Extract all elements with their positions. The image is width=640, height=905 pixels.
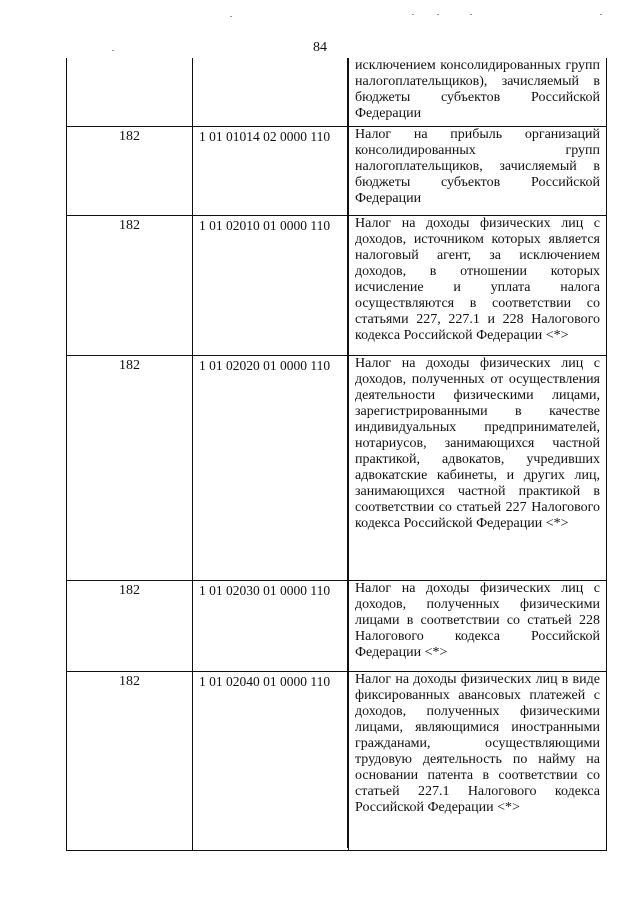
income-name-cell: Налог на прибыль организаций консолидированных групп налогоплательщиков, зачисляемый в бюджеты субъектов Российской Федерации [348,127,607,215]
income-name-cell: Налог на доходы физических лиц с доходов, полученных от осуществления деятельности физическими лицами, зарегистрированными в качестве индивидуальных предпринимателей, нотариусов, занимающихся частной практикой, адвокатов, учредивших адвокатские кабинеты, и других лиц, занимающихся частной практикой в соответствии со статьей 227 Налогового кодекса Российской Федерации <*> [348,356,607,580]
income-name-cell: Налог на доходы физических лиц с доходов, полученных физическими лицами в соответствии со статьей 228 Налогового кодекса Российской Федерации <*> [348,581,607,671]
table-row [66,58,607,127]
admin-code-cell [66,58,192,126]
income-name-cell: исключением консолидированных групп налогоплательщиков), зачисляемый в бюджеты субъектов Российской Федерации [348,58,607,126]
kbk-code-cell: 1 01 02010 01 0000 110 [192,216,348,355]
column-divider [347,58,348,848]
table-row [66,216,607,356]
kbk-code-cell [192,58,348,126]
table-row [66,581,607,672]
table-row [66,356,607,581]
kbk-code-cell: 1 01 01014 02 0000 110 [192,127,348,215]
income-name-cell: Налог на доходы физических лиц с доходов, источником которых является налоговый агент, за исключением доходов, в отношении которых исчисление и уплата налога осуществляются в соответствии со статьями 227, 227.1 и 228 Налогового кодекса Российской Федерации <*> [348,216,607,355]
budget-classification-table [66,58,607,851]
admin-code-cell: 182 [66,127,192,215]
kbk-code-cell: 1 01 02030 01 0000 110 [192,581,348,671]
admin-code-cell: 182 [66,216,192,355]
kbk-code-cell: 1 01 02020 01 0000 110 [192,356,348,580]
kbk-code-cell: 1 01 02040 01 0000 110 [192,672,348,850]
page-number: 84 [313,40,327,55]
income-name-cell: Налог на доходы физических лиц в виде фиксированных авансовых платежей с доходов, полученных физическими лицами, являющимися иностранными гражданами, осуществляющими трудовую деятельность по найму на основании патента в соответствии со статьей 227.1 Налогового кодекса Российской Федерации <*> [348,672,607,850]
table-row [66,127,607,216]
admin-code-cell: 182 [66,672,192,850]
admin-code-cell: 182 [66,356,192,580]
table-row [66,672,607,851]
admin-code-cell: 182 [66,581,192,671]
